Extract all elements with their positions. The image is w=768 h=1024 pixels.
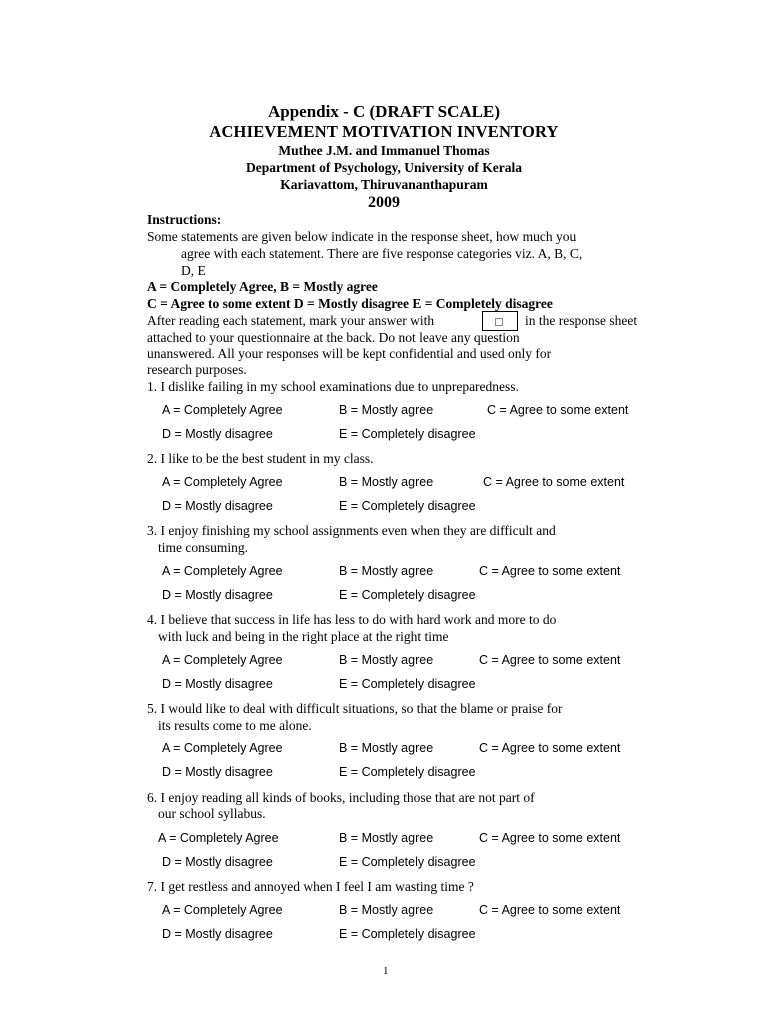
response-legend: C = Agree to some extent D = Mostly disagree E = Completely disagree — [147, 296, 553, 311]
instructions-line: D, E — [181, 263, 206, 278]
question-6: 6. I enjoy reading all kinds of books, including those that are not part of — [147, 790, 535, 805]
option-d: D = Mostly disagree — [162, 588, 273, 602]
response-legend: A = Completely Agree, B = Mostly agree — [147, 279, 378, 294]
option-c: C = Agree to some extent — [479, 831, 621, 845]
option-c: C = Agree to some extent — [479, 903, 621, 917]
instructions-line: attached to your questionnaire at the back. Do not leave any question — [147, 330, 520, 345]
option-c: C = Agree to some extent — [479, 564, 621, 578]
option-a: A = Completely Agree — [162, 564, 283, 578]
instructions-line: unanswered. All your responses will be kept confidential and used only for — [147, 346, 552, 361]
option-e: E = Completely disagree — [339, 499, 476, 513]
option-e: E = Completely disagree — [339, 927, 476, 941]
option-a: A = Completely Agree — [158, 831, 279, 845]
option-c: C = Agree to some extent — [479, 653, 621, 667]
option-a: A = Completely Agree — [162, 903, 283, 917]
option-b: B = Mostly agree — [339, 741, 434, 755]
instructions-line: research purposes. — [147, 362, 247, 377]
question-7: 7. I get restless and annoyed when I feel I am wasting time ? — [147, 879, 474, 894]
question-5-cont: its results come to me alone. — [158, 718, 312, 733]
question-2: 2. I like to be the best student in my class. — [147, 451, 374, 466]
option-d: D = Mostly disagree — [162, 677, 273, 691]
department: Department of Psychology, University of Kerala — [246, 160, 522, 175]
instructions-line: After reading each statement, mark your answer with — [147, 313, 435, 328]
instructions-line: in the response sheet — [525, 313, 638, 328]
option-b: B = Mostly agree — [339, 653, 434, 667]
question-4: 4. I believe that success in life has less to do with hard work and more to do — [147, 612, 557, 627]
option-d: D = Mostly disagree — [162, 427, 273, 441]
question-1: 1. I dislike failing in my school examinations due to unpreparedness. — [147, 379, 519, 394]
page-number: 1 — [383, 965, 389, 977]
option-e: E = Completely disagree — [339, 677, 476, 691]
option-d: D = Mostly disagree — [162, 499, 273, 513]
answer-mark-box-icon — [482, 311, 518, 331]
option-e: E = Completely disagree — [339, 765, 476, 779]
option-a: A = Completely Agree — [162, 403, 283, 417]
question-3: 3. I enjoy finishing my school assignments even when they are difficult and — [147, 523, 556, 538]
instructions-line: Some statements are given below indicate in the response sheet, how much you — [147, 229, 577, 244]
question-3-cont: time consuming. — [158, 540, 248, 555]
option-a: A = Completely Agree — [162, 653, 283, 667]
option-b: B = Mostly agree — [339, 831, 434, 845]
option-e: E = Completely disagree — [339, 427, 476, 441]
option-c: C = Agree to some extent — [483, 475, 625, 489]
question-5: 5. I would like to deal with difficult situations, so that the blame or praise for — [147, 701, 563, 716]
option-a: A = Completely Agree — [162, 741, 283, 755]
option-b: B = Mostly agree — [339, 475, 434, 489]
instructions-heading: Instructions: — [147, 212, 222, 227]
option-b: B = Mostly agree — [339, 564, 434, 578]
authors: Muthee J.M. and Immanuel Thomas — [278, 143, 490, 158]
option-d: D = Mostly disagree — [162, 765, 273, 779]
option-c: C = Agree to some extent — [487, 403, 629, 417]
instructions-line: agree with each statement. There are five response categories viz. A, B, C, — [181, 246, 583, 261]
option-e: E = Completely disagree — [339, 855, 476, 869]
option-a: A = Completely Agree — [162, 475, 283, 489]
document-title: ACHIEVEMENT MOTIVATION INVENTORY — [209, 122, 559, 141]
question-6-cont: our school syllabus. — [158, 806, 266, 821]
option-e: E = Completely disagree — [339, 588, 476, 602]
question-4-cont: with luck and being in the right place at the right time — [158, 629, 449, 644]
option-b: B = Mostly agree — [339, 403, 434, 417]
option-d: D = Mostly disagree — [162, 927, 273, 941]
location: Kariavattom, Thiruvananthapuram — [280, 177, 488, 192]
option-c: C = Agree to some extent — [479, 741, 621, 755]
option-b: B = Mostly agree — [339, 903, 434, 917]
year: 2009 — [368, 194, 400, 211]
appendix-title: Appendix - C (DRAFT SCALE) — [267, 102, 501, 121]
option-d: D = Mostly disagree — [162, 855, 273, 869]
